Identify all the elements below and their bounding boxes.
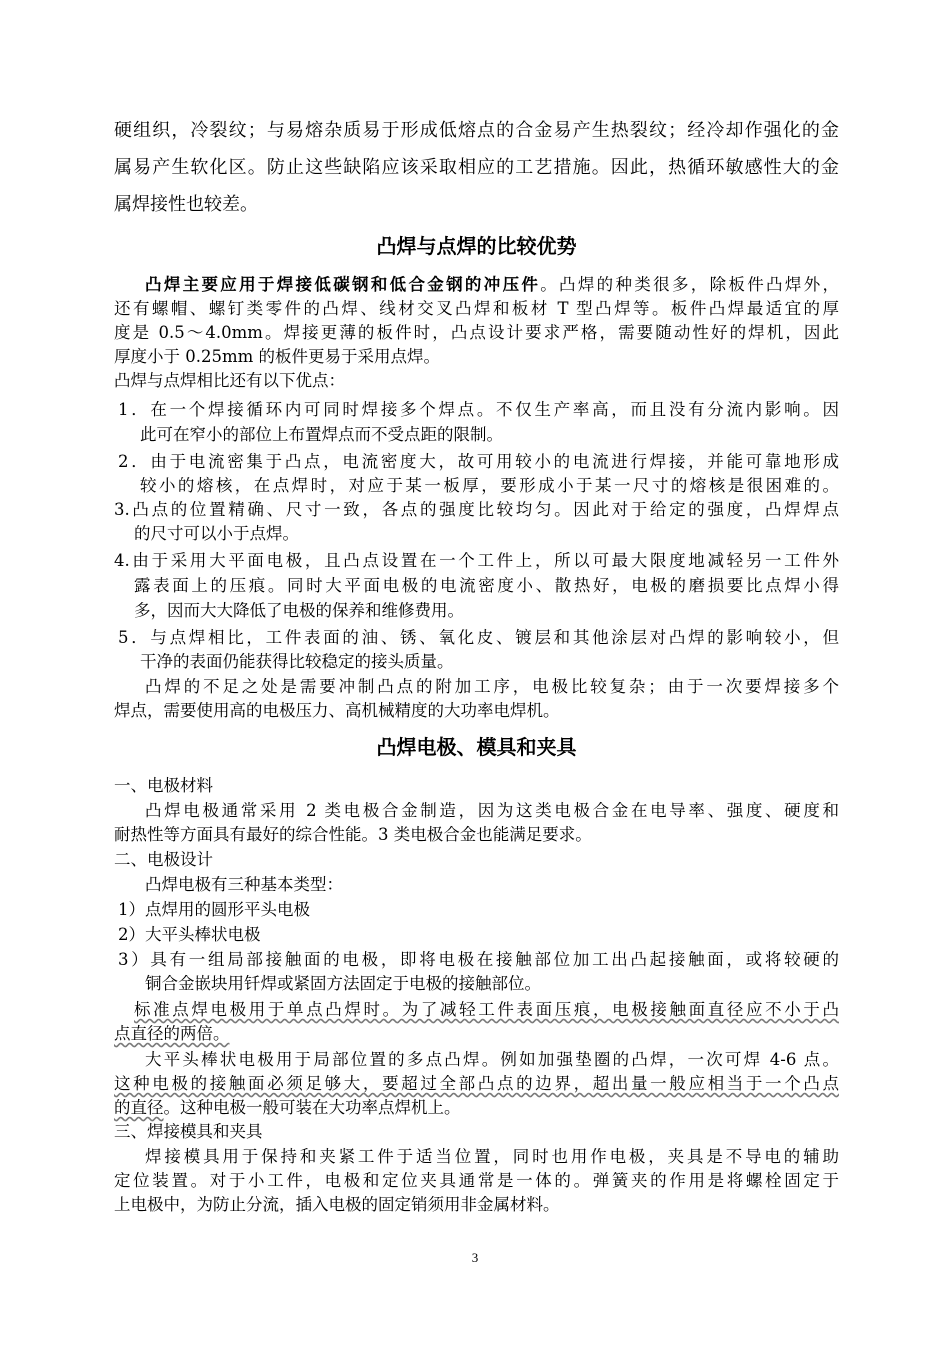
text-line: 硬组织，冷裂纹；与易熔杂质易于形成低熔点的合金易产生热裂纹；经冷却作强化的金 — [114, 120, 839, 141]
list-item: 3）具有一组局部接触面的电极，即将电极在接触部位加工出凸起接触面，或将较硬的 — [118, 950, 839, 969]
text-line: 凸焊的不足之处是需要冲制凸点的附加工序，电极比较复杂；由于一次要焊接多个 — [145, 677, 839, 696]
text-line — [114, 1023, 839, 1045]
text-line: 定位装置。对于小工件，电极和定位夹具通常是一体的。弹簧夹的作用是将螺栓固定于 — [114, 1171, 839, 1190]
text-line: 凸焊电极通常采用 2 类电极合金制造，因为这类电极合金在电导率、强度、硬度和 — [145, 801, 839, 820]
list-item-cont: 铜合金嵌块用钎焊或紧固方法固定于电极的接触部位。 — [145, 974, 541, 993]
text-line: 焊接模具用于保持和夹紧工件于适当位置，同时也用作电极，夹具是不导电的辅助 — [145, 1147, 839, 1166]
list-item: 2）大平头棒状电极 — [118, 925, 261, 944]
text-run: 。这种电极一般可装在大功率点焊机上。 — [163, 1098, 461, 1117]
text-line: 大平头棒状电极用于局部位置的多点凸焊。例如加强垫圈的凸焊，一次可焊 4-6 点。 — [145, 1050, 839, 1069]
page-number: 3 — [471, 1250, 479, 1265]
text-line: 凸焊电极有三种基本类型： — [145, 875, 343, 894]
subsection-heading: 三、焊接模具和夹具 — [114, 1122, 263, 1141]
list-item: 5．与点焊相比，工件表面的油、锈、氧化皮、镀层和其他涂层对凸焊的影响较小，但 — [118, 628, 839, 647]
text-line — [114, 1073, 839, 1095]
text-line: 耐热性等方面具有最好的综合性能。3 类电极合金也能满足要求。 — [114, 825, 592, 844]
list-item-cont: 多，因而大大降低了电极的保养和维修费用。 — [134, 601, 464, 620]
list-item-cont: 此可在窄小的部位上布置焊点而不受点距的限制。 — [140, 425, 503, 444]
text-line: 属焊接性也较差。 — [114, 194, 258, 215]
list-item: 4.由于采用大平面电极，且凸点设置在一个工件上，所以可最大限度地减轻另一工件外 — [114, 551, 839, 570]
bold-phrase: 凸焊主要应用于焊接低碳钢和低合金钢的冲压件 — [145, 275, 541, 294]
underlined-text: 的直径 — [114, 1098, 164, 1117]
list-item: 1．在一个焊接循环内可同时焊接多个焊点。不仅生产率高，而且没有分流内影响。因 — [118, 400, 839, 419]
underlined-text: 这种电极的接触面必须足够大，要超过全部凸点的边界，超出量一般应相当于一个凸点 — [114, 1074, 839, 1093]
section-title: 凸焊与点焊的比较优势 — [376, 234, 577, 258]
text-line: 焊点，需要使用高的电极压力、高机械精度的大功率电焊机。 — [114, 701, 560, 720]
section-title: 凸焊电极、模具和夹具 — [376, 735, 577, 759]
list-item: 3.凸点的位置精确、尺寸一致，各点的强度比较均匀。因此对于给定的强度，凸焊焊点 — [114, 500, 839, 519]
text-line: 属易产生软化区。防止这些缺陷应该采取相应的工艺措施。因此，热循环敏感性大的金 — [114, 157, 839, 178]
underlined-text: 标准点焊电极用于单点凸焊时。为了减轻工件表面压痕，电极接触面直径应不小于凸 — [134, 1000, 839, 1019]
list-item-cont: 的尺寸可以小于点焊。 — [134, 524, 299, 543]
text-line: 度是 0.5～4.0mm。焊接更薄的板件时，凸点设计要求严格，需要随动性好的焊机，因此 — [114, 323, 839, 342]
list-item: 1）点焊用的圆形平头电极 — [118, 900, 310, 919]
subsection-heading: 二、电极设计 — [114, 850, 213, 869]
list-item-cont: 较小的熔核，在点焊时，对应于某一板厚，要形成小于某一尺寸的熔核是很困难的。 — [140, 476, 839, 495]
list-item-cont: 露表面上的压痕。同时大平面电极的电流密度小、散热好，电极的磨损要比点焊小得 — [134, 576, 839, 595]
text-line: 还有螺帽、螺钉类零件的凸焊、线材交叉凸焊和板材 T 型凸焊等。板件凸焊最适宜的厚 — [114, 299, 839, 318]
list-item: 2．由于电流密集于凸点，电流密度大，故可用较小的电流进行焊接，并能可靠地形成 — [118, 452, 839, 471]
text-line: 凸焊与点焊相比还有以下优点： — [114, 371, 345, 390]
text-line — [145, 274, 839, 296]
text-line — [134, 999, 839, 1021]
text-run: 。凸焊的种类很多，除板件凸焊外， — [540, 275, 840, 294]
text-line: 厚度小于 0.25mm 的板件更易于采用点焊。 — [114, 347, 441, 366]
underlined-text: 点直径的两倍。 — [114, 1024, 230, 1043]
text-line — [114, 1097, 839, 1119]
list-item-cont: 干净的表面仍能获得比较稳定的接头质量。 — [140, 652, 454, 671]
subsection-heading: 一、电极材料 — [114, 776, 213, 795]
text-line: 上电极中，为防止分流，插入电极的固定销须用非金属材料。 — [114, 1195, 560, 1214]
